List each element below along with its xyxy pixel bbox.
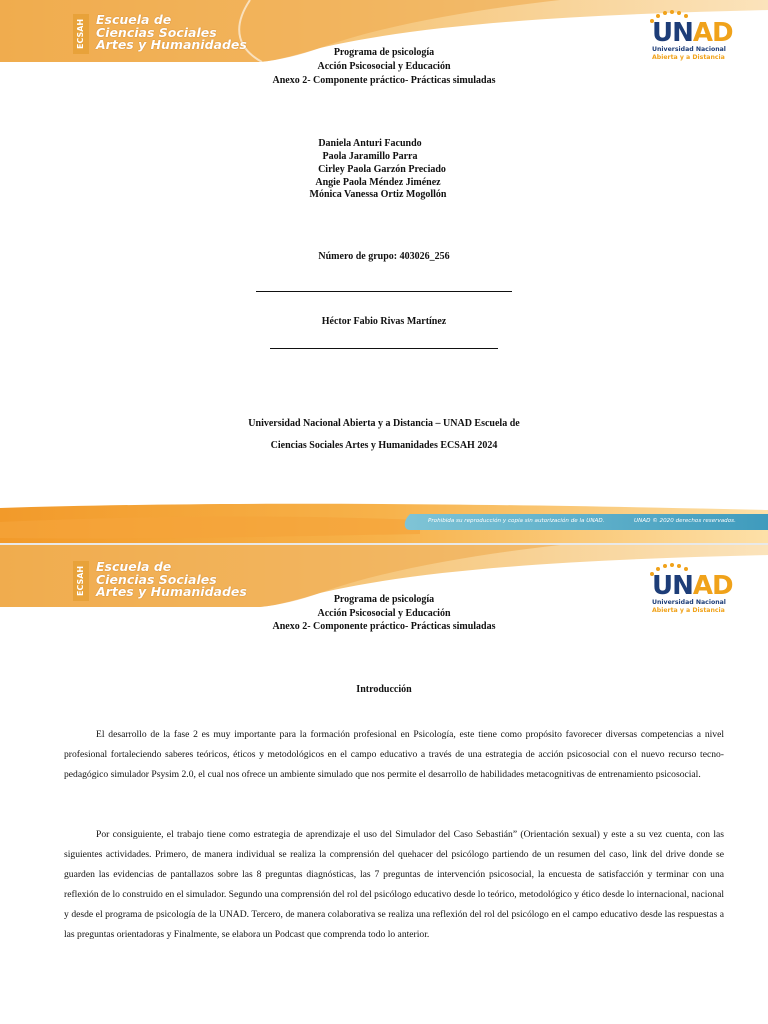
school-line: Artes y Humanidades (96, 584, 247, 599)
paragraph-text: Por consiguiente, el trabajo tiene como estrategia de aprendizaje el uso del Simulador del Caso Sebastián” (Orientación sexual) y este a su vez cuenta, con las siguientes actividades. Primero, de manera individual se realiza la comprensión del quehacer del psicólogo partiendo de un resumen del caso, link del drive donde se guarden las evidencias de pantallazos sobre las 8 preguntas diagnósticas, las 7 preguntas de intervención psicosocial, la encuesta de satisfacción y terminar con una reflexión de lo construido en el simulador. Segundo una comprensión del rol del psicólogo educativo desde lo teórico, metodológico y ético desde lo internacional, nacional y desde el programa de psicología de la UNAD. Tercero, de manera colaborativa se realiza una reflexión del rol del psicólogo en el campo educativo desde las respuestas a las preguntas orientadoras y Finalmente, se elabora un Podcast que comprenda todo lo anterior. (64, 829, 724, 940)
footer-rights: UNAD © 2020 derechos reservados. (634, 518, 736, 524)
institution-line: Universidad Nacional Abierta y a Distancia – UNAD Escuela de (248, 418, 520, 429)
group-number: Número de grupo: 403026_256 (318, 251, 450, 262)
school-line: Escuela de (96, 12, 172, 27)
logo-line-1: Universidad Nacional (652, 599, 726, 606)
section-heading: Introducción (356, 684, 412, 695)
school-name (96, 561, 247, 599)
intro-paragraph-2 (64, 825, 724, 945)
school-line: Ciencias Sociales (96, 24, 217, 40)
footer-notice: Prohibida su reproducción y copia sin autorización de la UNAD. (428, 518, 605, 524)
author: Angie Paola Méndez Jiménez (315, 177, 441, 188)
ecsah-badge: ECSAH (73, 561, 89, 601)
school-line: Escuela de (96, 559, 172, 574)
school-line: Artes y Humanidades (96, 37, 247, 52)
logo-wordmark: UNAD (652, 18, 733, 48)
course-title: Acción Psicosocial y Educación (317, 608, 451, 619)
logo-line-2: Abierta y a Distancia (652, 607, 725, 614)
author: Mónica Vanessa Ortiz Mogollón (309, 189, 447, 200)
logo-line-2: Abierta y a Distancia (652, 54, 725, 61)
ecsah-badge: ECSAH (73, 14, 89, 54)
tutor-name: Héctor Fabio Rivas Martínez (321, 316, 447, 327)
annex-title: Anexo 2- Componente práctico- Prácticas simuladas (272, 75, 496, 86)
institution-line: Ciencias Sociales Artes y Humanidades ECSAH 2024 (270, 440, 498, 451)
author: Cirley Paola Garzón Preciado (318, 164, 446, 175)
school-line: Ciencias Sociales (96, 571, 217, 587)
school-name (96, 14, 247, 52)
divider (270, 348, 498, 349)
annex-title: Anexo 2- Componente práctico- Prácticas simuladas (272, 621, 496, 632)
logo-wordmark: UNAD (652, 571, 733, 601)
author: Daniela Anturi Facundo (318, 138, 422, 149)
program-title: Programa de psicología (333, 594, 435, 605)
author: Paola Jaramillo Parra (322, 151, 418, 162)
logo-line-1: Universidad Nacional (652, 46, 726, 53)
program-title: Programa de psicología (333, 47, 435, 58)
introduction-page (0, 545, 768, 1024)
paragraph-text: El desarrollo de la fase 2 es muy importante para la formación profesional en Psicología, este tiene como propósito favorecer diversas competencias a nivel profesional fortaleciendo saberes teóricos, éticos y metodológicos en el campo educativo a través de una estrategia de acción psicosocial con el nuevo recurso tecno-pedagógico simulador Psysim 2.0, el cual nos ofrece un ambiente simulado que nos permite el desarrollo de habilidades metacognitivas de entrenamiento psicosocial. (64, 729, 724, 780)
intro-paragraph-1 (64, 725, 724, 785)
course-title: Acción Psicosocial y Educación (317, 61, 451, 72)
divider (256, 291, 512, 292)
